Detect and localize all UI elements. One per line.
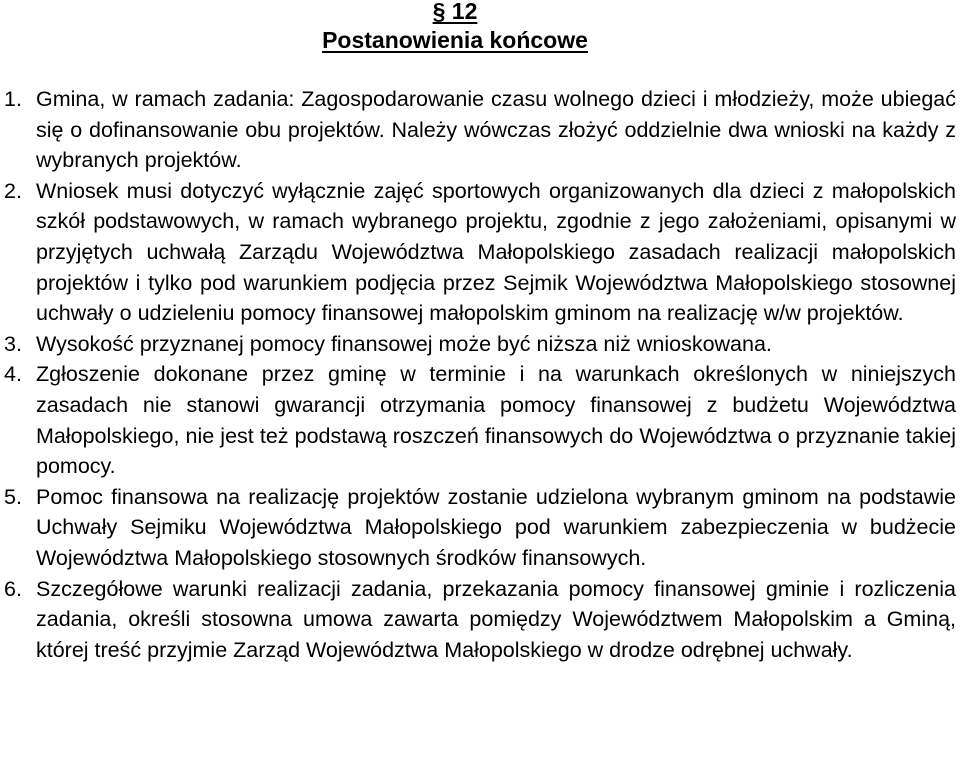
list-item [4,176,956,329]
list-item [4,574,956,666]
item-number: 6. [4,576,22,601]
item-text: Pomoc finansowa na realizację projektów zostanie udzielona wybranym gminom na podstawie Uchwały Sejmiku Województwa Małopolskiego pod warunkiem zabezpieczenia w budżecie Województwa Małopolskiego stosownych środków finansowych. [36,484,956,570]
item-number: 5. [4,484,22,509]
list-item [4,482,956,574]
item-text: Wysokość przyznanej pomocy finansowej może być niższa niż wnioskowana. [36,331,772,356]
item-text: Szczegółowe warunki realizacji zadania, przekazania pomocy finansowej gminie i rozliczenia zadania, określi stosowna umowa zawarta pomiędzy Województwem Małopolskim a Gminą, której treść przyjmie Zarząd Województwa Małopolskiego w drodze odrębnej uchwały. [36,576,956,662]
section-heading [0,0,910,55]
item-text: Zgłoszenie dokonane przez gminę w terminie i na warunkach określonych w niniejszych zasadach nie stanowi gwarancji otrzymania pomocy finansowej z budżetu Województwa Małopolskiego, nie jest też podstawą roszczeń finansowych do Województwa o przyznanie takiej pomocy. [36,362,956,479]
item-number: 2. [4,178,22,203]
item-number: 1. [4,87,22,111]
list-item [4,329,956,360]
list-item [4,359,956,481]
provisions-list [4,84,956,665]
section-title: Postanowienia końcowe [322,27,588,53]
item-number: 4. [4,362,22,387]
item-number: 3. [4,331,22,356]
section-number: § 12 [432,0,478,24]
list-item [4,84,956,176]
item-text: Gmina, w ramach zadania: Zagospodarowanie czasu wolnego dzieci i młodzieży, może ubiegać się o dofinansowanie obu projektów. Należy wówczas złożyć oddzielnie dwa wnioski na każdy z wybranych projektów. [36,87,956,173]
item-text: Wniosek musi dotyczyć wyłącznie zajęć sportowych organizowanych dla dzieci z małopolskich szkół podstawowych, w ramach wybranego projektu, zgodnie z jego założeniami, opisanymi w przyjętych uchwałą Zarządu Województwa Małopolskiego zasadach realizacji małopolskich projektów i tylko pod warunkiem podjęcia przez Sejmik Województwa Małopolskiego stosownej uchwały o udzieleniu pomocy finansowej małopolskim gminom na realizację w/w projektów. [36,178,956,326]
